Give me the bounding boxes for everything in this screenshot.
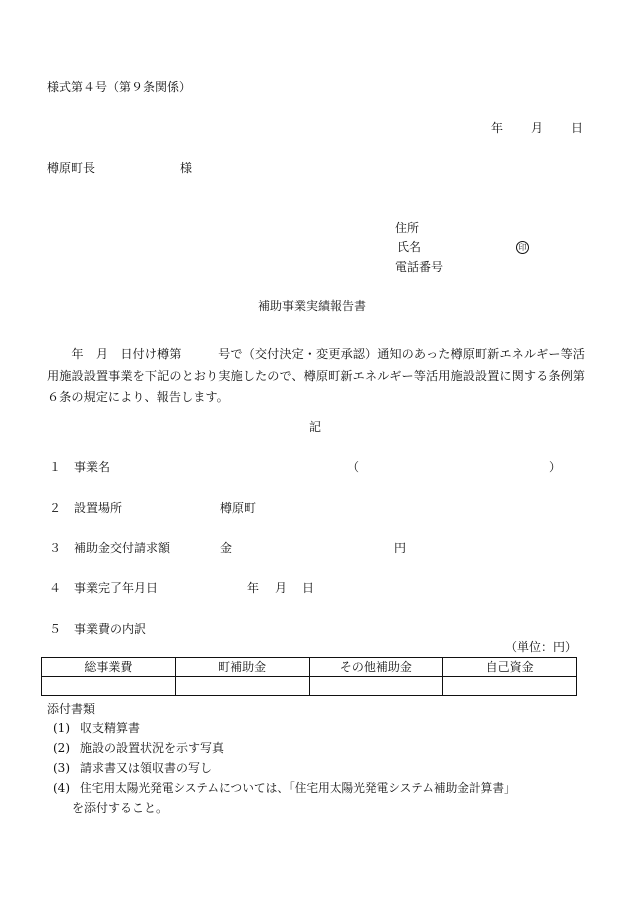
item-5-number: ５ xyxy=(49,622,62,636)
cell-other-subsidy xyxy=(309,677,443,696)
address-label: 住所 xyxy=(395,221,420,235)
header-total-cost: 総事業費 xyxy=(42,658,176,677)
attachment-2-number: (2) xyxy=(53,741,70,755)
cost-breakdown-table xyxy=(41,657,577,696)
attachment-2-text: 施設の設置状況を示す写真 xyxy=(80,741,225,755)
document-title: 補助事業実績報告書 xyxy=(258,299,367,313)
item-1-number: １ xyxy=(49,460,62,474)
header-town-subsidy: 町補助金 xyxy=(175,658,309,677)
body-line-1: 年 月 日付け樽第 号で（交付決定・変更承認）通知のあった樽原町新エネル xyxy=(71,347,537,361)
name-label: 氏名 xyxy=(397,240,422,254)
item-4-month: 月 xyxy=(275,581,288,595)
table-header-row xyxy=(42,658,577,677)
unit-label: （単位：円） xyxy=(505,640,578,654)
item-1-paren-close: ） xyxy=(549,460,562,474)
item-1-label: 事業名 xyxy=(74,460,111,474)
item-1-paren-open: （ xyxy=(347,460,360,474)
item-4-year: 年 xyxy=(247,581,260,595)
attachment-4-text: 住宅用太陽光発電システムについては、「住宅用太陽光発電システム補助金計算書」 xyxy=(80,781,516,795)
date-day: 日 xyxy=(571,121,584,135)
attachments-heading: 添付書類 xyxy=(47,702,96,716)
item-3-prefix: 金 xyxy=(220,541,233,555)
attachment-1-text: 収支精算書 xyxy=(80,721,141,735)
item-3-number: ３ xyxy=(49,541,62,555)
form-number: 様式第４号（第９条関係） xyxy=(47,80,192,94)
seal-mark xyxy=(516,239,529,255)
ki-heading: 記 xyxy=(309,420,322,434)
attachment-3-number: (3) xyxy=(53,761,70,775)
item-4-number: ４ xyxy=(49,581,62,595)
table-row xyxy=(42,677,577,696)
cell-total-cost xyxy=(42,677,176,696)
item-2-value: 樽原町 xyxy=(220,501,257,515)
addressee-honorific: 様 xyxy=(180,161,193,175)
phone-label: 電話番号 xyxy=(395,260,444,274)
header-other-subsidy: その他補助金 xyxy=(309,658,443,677)
header-own-funds: 自己資金 xyxy=(443,658,577,677)
item-4-label: 事業完了年月日 xyxy=(74,581,159,595)
addressee-name: 樽原町長 xyxy=(47,161,96,175)
seal-icon: 印 xyxy=(516,241,529,254)
item-2-number: ２ xyxy=(49,501,62,515)
item-3-label: 補助金交付請求額 xyxy=(74,541,171,555)
body-line-2: ギー等活用施設設置事業を下記のとおり実施したので、樽原町新エネルギー等活用施設設 xyxy=(47,347,585,383)
date-month: 月 xyxy=(531,121,544,135)
item-3-suffix: 円 xyxy=(394,541,407,555)
cell-own-funds xyxy=(443,677,577,696)
attachment-4-number: (4) xyxy=(53,781,70,795)
cell-town-subsidy xyxy=(175,677,309,696)
attachment-1-number: (1) xyxy=(53,721,70,735)
body-paragraph xyxy=(47,344,585,409)
item-4-day: 日 xyxy=(302,581,315,595)
date-year: 年 xyxy=(491,121,504,135)
attachment-4-continuation: を添付すること。 xyxy=(72,801,169,815)
item-5-label: 事業費の内訳 xyxy=(74,622,147,636)
attachment-3-text: 請求書又は領収書の写し xyxy=(80,761,213,775)
item-2-label: 設置場所 xyxy=(74,501,123,515)
body-line-3: 置に関する条例第６条の規定により、報告します。 xyxy=(47,368,585,404)
